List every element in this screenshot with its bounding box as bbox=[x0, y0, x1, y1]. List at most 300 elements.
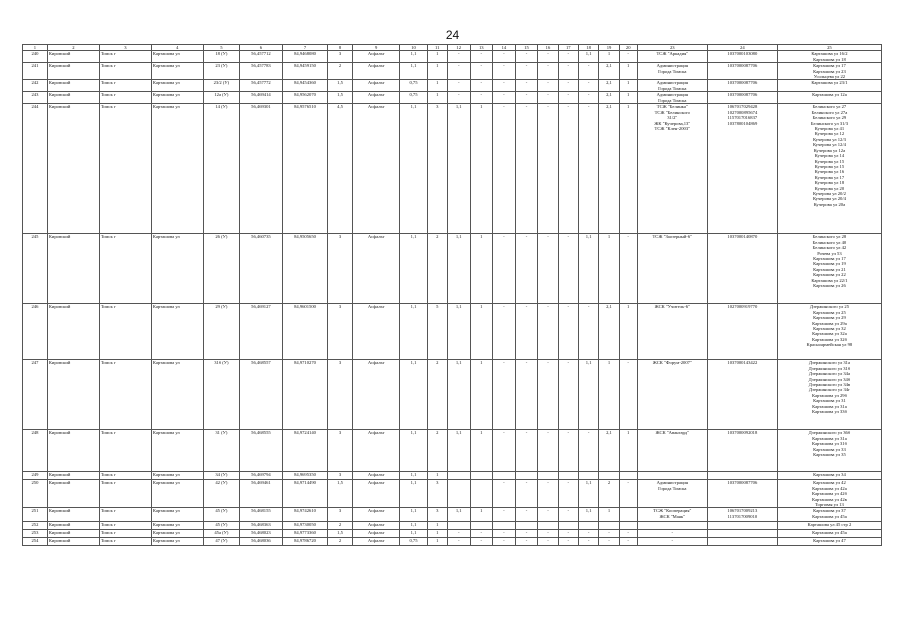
table-cell bbox=[637, 104, 707, 234]
cell-line: Белинского ул 40 bbox=[812, 239, 847, 245]
table-cell: - bbox=[515, 508, 538, 522]
cell-line: Карташова ул 17 bbox=[813, 63, 846, 69]
table-cell: - bbox=[515, 530, 538, 538]
table-cell: - bbox=[619, 51, 637, 63]
table-cell: 1037000087706 bbox=[707, 80, 777, 92]
table-cell: Карташова ул bbox=[151, 430, 203, 472]
table-cell: Кировский bbox=[47, 92, 99, 104]
table-cell: 56,460735 bbox=[239, 234, 282, 304]
table-cell: Карташова ул bbox=[151, 480, 203, 508]
table-cell bbox=[707, 104, 777, 234]
table-cell bbox=[470, 480, 493, 508]
table-cell: - bbox=[538, 104, 558, 234]
table-cell bbox=[777, 430, 881, 472]
table-cell: - bbox=[578, 92, 598, 104]
cell-line: Города Томска bbox=[658, 97, 687, 103]
table-cell bbox=[599, 522, 619, 530]
table-cell: - bbox=[558, 63, 578, 80]
table-cell: 1,1 bbox=[447, 508, 470, 522]
table-cell bbox=[637, 508, 707, 522]
table-cell bbox=[599, 472, 619, 480]
table-cell: ТСЖ "Заозерный-6" bbox=[637, 234, 707, 304]
table-cell: 84,9562070 bbox=[282, 92, 327, 104]
table-cell: Кировский bbox=[47, 480, 99, 508]
table-cell: - bbox=[493, 234, 516, 304]
table-row bbox=[23, 472, 882, 480]
cell-line: Кучерова ул 20 bbox=[814, 185, 845, 191]
table-cell: 84,9695350 bbox=[282, 472, 327, 480]
table-cell: - bbox=[578, 430, 598, 472]
table-cell: Асфальт bbox=[352, 472, 399, 480]
table-row bbox=[23, 304, 882, 360]
cell-line: Карташова ул 29б bbox=[811, 392, 847, 398]
cell-line: Кучерова ул 15 bbox=[814, 158, 845, 164]
table-cell: Асфальт bbox=[352, 360, 399, 430]
table-cell bbox=[777, 522, 881, 530]
table-cell bbox=[538, 522, 558, 530]
cell-line: Карташова ул 16/2 bbox=[811, 51, 848, 57]
table-cell: - bbox=[470, 538, 493, 546]
table-cell: 1,5 bbox=[328, 92, 353, 104]
table-cell: 250 bbox=[23, 480, 48, 508]
table-cell: Асфальт bbox=[352, 508, 399, 522]
table-cell bbox=[777, 538, 881, 546]
table-cell: 1,5 bbox=[328, 530, 353, 538]
cell-line: ТСЖ "Клен-2003" bbox=[654, 126, 690, 132]
table-cell: 1,1 bbox=[447, 360, 470, 430]
table-cell: 1,1 bbox=[400, 472, 427, 480]
table-cell: 2,1 bbox=[599, 304, 619, 360]
cell-line: Карташова ул 32б bbox=[811, 336, 847, 342]
table-cell: Карташова ул bbox=[151, 104, 203, 234]
table-cell: 1 bbox=[470, 360, 493, 430]
column-number: 6 bbox=[239, 45, 282, 51]
table-cell: - bbox=[578, 530, 598, 538]
cell-line: Карташова ул 35 bbox=[813, 452, 846, 458]
cell-line: Карташова ул 31а bbox=[812, 435, 847, 441]
table-cell bbox=[470, 472, 493, 480]
table-cell: - bbox=[493, 51, 516, 63]
cell-line: Кучерова ул 12/4 bbox=[812, 142, 846, 148]
cell-line: Карташова ул 25 bbox=[813, 309, 846, 315]
table-cell bbox=[777, 472, 881, 480]
table-cell: - bbox=[599, 530, 619, 538]
cell-line: Карташова ул 32а bbox=[812, 331, 847, 337]
cell-line: Карташова ул 42а bbox=[812, 485, 847, 491]
table-cell: 1037000103080 bbox=[707, 51, 777, 63]
table-cell bbox=[707, 530, 777, 538]
table-cell: - bbox=[493, 530, 516, 538]
cell-line: ТСЖ "Кооперация" bbox=[653, 508, 692, 514]
table-cell: 2 bbox=[599, 480, 619, 508]
table-cell: 45 (У) bbox=[203, 522, 239, 530]
table-cell bbox=[707, 472, 777, 480]
table-cell: 1 bbox=[470, 508, 493, 522]
table-row bbox=[23, 92, 882, 104]
cell-line: Карташова ул 17 bbox=[813, 256, 846, 262]
table-cell: - bbox=[637, 530, 707, 538]
table-cell bbox=[515, 522, 538, 530]
table-cell bbox=[707, 538, 777, 546]
table-cell: 12а (У) bbox=[203, 92, 239, 104]
table-cell: - bbox=[493, 360, 516, 430]
column-number: 13 bbox=[470, 45, 493, 51]
table-cell: Карташова ул bbox=[151, 51, 203, 63]
table-cell: - bbox=[538, 538, 558, 546]
column-number: 2 bbox=[47, 45, 99, 51]
table-cell: - bbox=[558, 480, 578, 508]
column-number: 10 bbox=[400, 45, 427, 51]
column-number: 18 bbox=[578, 45, 598, 51]
table-cell: Кировский bbox=[47, 234, 99, 304]
table-cell: 56,469301 bbox=[239, 104, 282, 234]
table-cell: - bbox=[578, 80, 598, 92]
cell-line: Карташова ул 23/1 bbox=[811, 80, 848, 86]
table-cell: - bbox=[538, 508, 558, 522]
table-cell: Кировский bbox=[47, 472, 99, 480]
table-cell: - bbox=[619, 480, 637, 508]
table-cell: 0,75 bbox=[400, 92, 427, 104]
table-cell bbox=[777, 234, 881, 304]
table-cell: ЖСК "Учитель-6" bbox=[637, 304, 707, 360]
cell-line: Торговая ул 13 bbox=[815, 502, 844, 508]
table-cell: Томск г bbox=[99, 51, 151, 63]
table-cell: 3 bbox=[328, 304, 353, 360]
table-cell: Карташова ул bbox=[151, 538, 203, 546]
table-cell: 1 bbox=[470, 430, 493, 472]
cell-line: Карташова ул 19 bbox=[813, 261, 846, 267]
table-cell: 3 bbox=[427, 104, 447, 234]
table-cell: 1,1 bbox=[578, 234, 598, 304]
table-cell: 1037000140870 bbox=[707, 234, 777, 304]
cell-line: Кучерова ул 15 bbox=[814, 163, 845, 169]
table-cell: Асфальт bbox=[352, 63, 399, 80]
table-cell: - bbox=[558, 304, 578, 360]
table-cell: - bbox=[470, 80, 493, 92]
table-cell: - bbox=[538, 92, 558, 104]
cell-line: Кучерова ул 41 bbox=[814, 126, 845, 132]
table-cell: - bbox=[578, 63, 598, 80]
cell-line: 1037800104869 bbox=[727, 120, 758, 126]
table-cell: Асфальт bbox=[352, 234, 399, 304]
table-cell: 1027000919770 bbox=[707, 304, 777, 360]
cell-line: Дзержинского ул 34а bbox=[808, 371, 851, 377]
table-cell: 1037000143422 bbox=[707, 360, 777, 430]
table-cell: 2 bbox=[427, 360, 447, 430]
table-cell: 1 bbox=[470, 234, 493, 304]
table-cell: Асфальт bbox=[352, 430, 399, 472]
table-cell: - bbox=[493, 480, 516, 508]
table-cell: - bbox=[578, 104, 598, 234]
table-cell: 1,1 bbox=[578, 360, 598, 430]
column-number: 14 bbox=[493, 45, 516, 51]
table-cell bbox=[578, 522, 598, 530]
table-cell: Карташова ул bbox=[151, 304, 203, 360]
table-cell: Кировский bbox=[47, 522, 99, 530]
table-cell: - bbox=[558, 360, 578, 430]
table-row bbox=[23, 522, 882, 530]
table-cell: 2,1 bbox=[599, 104, 619, 234]
table-cell: - bbox=[619, 360, 637, 430]
table-cell: 245 bbox=[23, 234, 48, 304]
cell-line: Кучерова ул 12 bbox=[814, 131, 845, 137]
cell-line: Белинского ул 42 bbox=[812, 245, 847, 251]
cell-line: Карташова ул 29 bbox=[813, 315, 846, 321]
table-cell bbox=[707, 522, 777, 530]
table-cell: Томск г bbox=[99, 508, 151, 522]
table-cell: - bbox=[493, 538, 516, 546]
table-cell: 1,1 bbox=[400, 508, 427, 522]
table-cell: - bbox=[493, 508, 516, 522]
table-cell: - bbox=[447, 63, 470, 80]
table-cell bbox=[637, 92, 707, 104]
table-cell: 1,1 bbox=[447, 104, 470, 234]
cell-line: Кучерова ул 20а bbox=[813, 201, 846, 207]
cell-line: 1137017009010 bbox=[727, 513, 758, 519]
table-cell bbox=[637, 63, 707, 80]
table-cell: Томск г bbox=[99, 530, 151, 538]
table-cell bbox=[558, 522, 578, 530]
table-cell: - bbox=[515, 538, 538, 546]
table-cell: 56,468036 bbox=[239, 538, 282, 546]
table-cell: 84,9724140 bbox=[282, 430, 327, 472]
table-cell: - bbox=[558, 80, 578, 92]
cell-line: Белинского ул 27 bbox=[812, 104, 847, 110]
cell-line: Карташова ул 33б bbox=[811, 409, 847, 415]
table-cell: 4,5 bbox=[328, 104, 353, 234]
cell-line: Белинского ул 27а bbox=[811, 109, 848, 115]
table-cell: - bbox=[515, 104, 538, 234]
table-cell: 1,1 bbox=[400, 51, 427, 63]
cell-line: Дзержинского ул 34г bbox=[808, 387, 850, 393]
table-cell: Карташова ул bbox=[151, 360, 203, 430]
table-cell: - bbox=[515, 480, 538, 508]
table-cell: 56,469794 bbox=[239, 472, 282, 480]
cell-line: Карташова ул 21 bbox=[813, 266, 846, 272]
table-cell: Томск г bbox=[99, 480, 151, 508]
cell-line: ЖСК "Маяк" bbox=[659, 513, 686, 519]
table-cell: - bbox=[515, 304, 538, 360]
column-number: 3 bbox=[99, 45, 151, 51]
table-cell bbox=[470, 522, 493, 530]
table-cell bbox=[777, 104, 881, 234]
table-cell bbox=[777, 80, 881, 92]
table-cell: Кировский bbox=[47, 530, 99, 538]
table-cell: 1,1 bbox=[578, 508, 598, 522]
table-cell bbox=[493, 522, 516, 530]
table-cell: ТСЖ "Аркадия" bbox=[637, 51, 707, 63]
cell-line: Кучерова ул 17 bbox=[814, 174, 845, 180]
table-cell: 1 bbox=[427, 530, 447, 538]
table-cell: 84,9710270 bbox=[282, 360, 327, 430]
table-cell: Карташова ул bbox=[151, 92, 203, 104]
table-row bbox=[23, 104, 882, 234]
table-row bbox=[23, 63, 882, 80]
table-cell: Кировский bbox=[47, 304, 99, 360]
table-cell: - bbox=[515, 63, 538, 80]
table-cell: Томск г bbox=[99, 472, 151, 480]
table-cell: 1037000087706 bbox=[707, 63, 777, 80]
table-cell: 56,457783 bbox=[239, 63, 282, 80]
table-cell: 14 (У) bbox=[203, 104, 239, 234]
table-cell: 3 bbox=[328, 472, 353, 480]
table-cell: 246 bbox=[23, 304, 48, 360]
table-cell: Томск г bbox=[99, 63, 151, 80]
table-cell: 45 (У) bbox=[203, 508, 239, 522]
table-row bbox=[23, 51, 882, 63]
table-cell: 1 bbox=[619, 63, 637, 80]
cell-line: Карташова ул 42 bbox=[813, 480, 846, 486]
table-cell: ЖСК "Авангард" bbox=[637, 430, 707, 472]
table-cell: 84,9468080 bbox=[282, 51, 327, 63]
table-cell: 1 bbox=[427, 80, 447, 92]
table-cell: - bbox=[558, 104, 578, 234]
table-cell: 244 bbox=[23, 104, 48, 234]
table-cell: - bbox=[558, 51, 578, 63]
table-cell: - bbox=[515, 234, 538, 304]
table-cell: - bbox=[538, 63, 558, 80]
table-cell: - bbox=[578, 538, 598, 546]
table-cell bbox=[558, 472, 578, 480]
cell-line: 1027000895674 bbox=[727, 109, 758, 115]
cell-line: Карташова ул 18 bbox=[813, 56, 846, 62]
table-cell bbox=[447, 480, 470, 508]
table-cell: 3 bbox=[328, 508, 353, 522]
column-number: 24 bbox=[707, 45, 777, 51]
table-cell: ЖСК "Форум-2007" bbox=[637, 360, 707, 430]
table-cell: - bbox=[515, 360, 538, 430]
cell-line: Кучерова ул 12а bbox=[813, 147, 846, 153]
table-cell bbox=[777, 360, 881, 430]
table-cell: Карташова ул bbox=[151, 80, 203, 92]
table-cell: 56,468557 bbox=[239, 360, 282, 430]
table-cell: 45а (У) bbox=[203, 530, 239, 538]
table-cell: 56,457712 bbox=[239, 51, 282, 63]
table-cell: - bbox=[515, 80, 538, 92]
table-cell: 1 bbox=[599, 234, 619, 304]
table-cell: 56,469414 bbox=[239, 92, 282, 104]
table-cell: - bbox=[447, 538, 470, 546]
cell-line: Дзержинского ул 31б bbox=[808, 365, 851, 371]
table-cell: Асфальт bbox=[352, 522, 399, 530]
cell-line: Красноармейская ул 98 bbox=[806, 342, 853, 348]
table-cell: 56,468155 bbox=[239, 508, 282, 522]
table-cell: Кировский bbox=[47, 63, 99, 80]
table-cell bbox=[707, 508, 777, 522]
cell-line: Карташова ул 23 bbox=[813, 68, 846, 74]
table-cell: - bbox=[470, 63, 493, 80]
cell-line: Администрация bbox=[656, 480, 688, 486]
table-cell: 254 bbox=[23, 538, 48, 546]
table-cell: 0,75 bbox=[400, 80, 427, 92]
column-number: 19 bbox=[599, 45, 619, 51]
table-cell: 252 bbox=[23, 522, 48, 530]
cell-line: Кучерова ул 16 bbox=[814, 169, 845, 175]
table-cell: 1,5 bbox=[328, 80, 353, 92]
table-cell: - bbox=[619, 530, 637, 538]
table-cell: 1 bbox=[619, 304, 637, 360]
table-cell bbox=[637, 80, 707, 92]
table-cell: 240 bbox=[23, 51, 48, 63]
table-cell: - bbox=[470, 51, 493, 63]
table-cell bbox=[578, 472, 598, 480]
column-number: 11 bbox=[427, 45, 447, 51]
table-cell: 1,1 bbox=[447, 234, 470, 304]
cell-line: 1067017029428 bbox=[727, 104, 758, 110]
cell-line: Кучерова ул 12/3 bbox=[812, 136, 846, 142]
table-cell: 243 bbox=[23, 92, 48, 104]
table-cell: 56,457772 bbox=[239, 80, 282, 92]
cell-line: Карташова ул 45а bbox=[812, 513, 847, 519]
table-cell: Асфальт bbox=[352, 80, 399, 92]
table-cell: 1,1 bbox=[400, 104, 427, 234]
table-cell bbox=[619, 522, 637, 530]
table-cell: Карташова ул bbox=[151, 508, 203, 522]
table-cell: 1,1 bbox=[400, 480, 427, 508]
table-row bbox=[23, 80, 882, 92]
cell-line: 31/2" bbox=[667, 115, 678, 121]
table-cell: Асфальт bbox=[352, 304, 399, 360]
table-cell: 84,9459150 bbox=[282, 63, 327, 80]
table-cell bbox=[447, 522, 470, 530]
table-cell: 1,1 bbox=[400, 430, 427, 472]
table-cell: Кировский bbox=[47, 80, 99, 92]
table-cell: 1 bbox=[470, 104, 493, 234]
table-cell bbox=[777, 63, 881, 80]
table-cell: 1 bbox=[599, 360, 619, 430]
cell-line: Карташова ул 22 bbox=[813, 272, 846, 278]
cell-line: Карташова ул 32 bbox=[813, 326, 846, 332]
table-cell: 56,469127 bbox=[239, 304, 282, 360]
cell-line: ТСЖ "Белинского bbox=[654, 109, 690, 115]
table-cell: 34 (У) bbox=[203, 472, 239, 480]
table-cell: Асфальт bbox=[352, 92, 399, 104]
table-cell: 1 bbox=[619, 430, 637, 472]
register-body bbox=[23, 45, 882, 546]
table-cell: Томск г bbox=[99, 304, 151, 360]
cell-line: Белинского ул 29 bbox=[812, 115, 847, 121]
table-cell: - bbox=[493, 304, 516, 360]
cell-line: Дзержинского ул 34в bbox=[808, 382, 851, 388]
table-cell bbox=[777, 92, 881, 104]
cell-line: Карташова ул 31 bbox=[813, 398, 846, 404]
table-cell bbox=[777, 508, 881, 522]
table-cell bbox=[538, 472, 558, 480]
cell-line: Карташова ул 26 bbox=[813, 283, 846, 289]
table-cell bbox=[777, 304, 881, 360]
table-cell: 56,468555 bbox=[239, 430, 282, 472]
table-cell: - bbox=[637, 538, 707, 546]
table-cell: 56,468363 bbox=[239, 522, 282, 530]
table-cell: 31б (У) bbox=[203, 360, 239, 430]
table-cell: 3 bbox=[328, 51, 353, 63]
table-cell bbox=[515, 472, 538, 480]
table-cell: 3 bbox=[328, 430, 353, 472]
table-cell: 23/2 (У) bbox=[203, 80, 239, 92]
cell-line: Города Томска bbox=[658, 485, 687, 491]
table-cell: - bbox=[558, 234, 578, 304]
table-cell: - bbox=[619, 234, 637, 304]
table-cell: 1,1 bbox=[447, 430, 470, 472]
table-row bbox=[23, 538, 882, 546]
cell-line: Карташова ул 34 bbox=[813, 472, 846, 478]
table-cell: Карташова ул bbox=[151, 530, 203, 538]
table-row bbox=[23, 360, 882, 430]
table-cell: Томск г bbox=[99, 80, 151, 92]
table-cell: 1 bbox=[427, 538, 447, 546]
cell-line: Карташова ул 31б bbox=[811, 441, 847, 447]
cell-line: Карташова ул 45а bbox=[812, 530, 847, 536]
